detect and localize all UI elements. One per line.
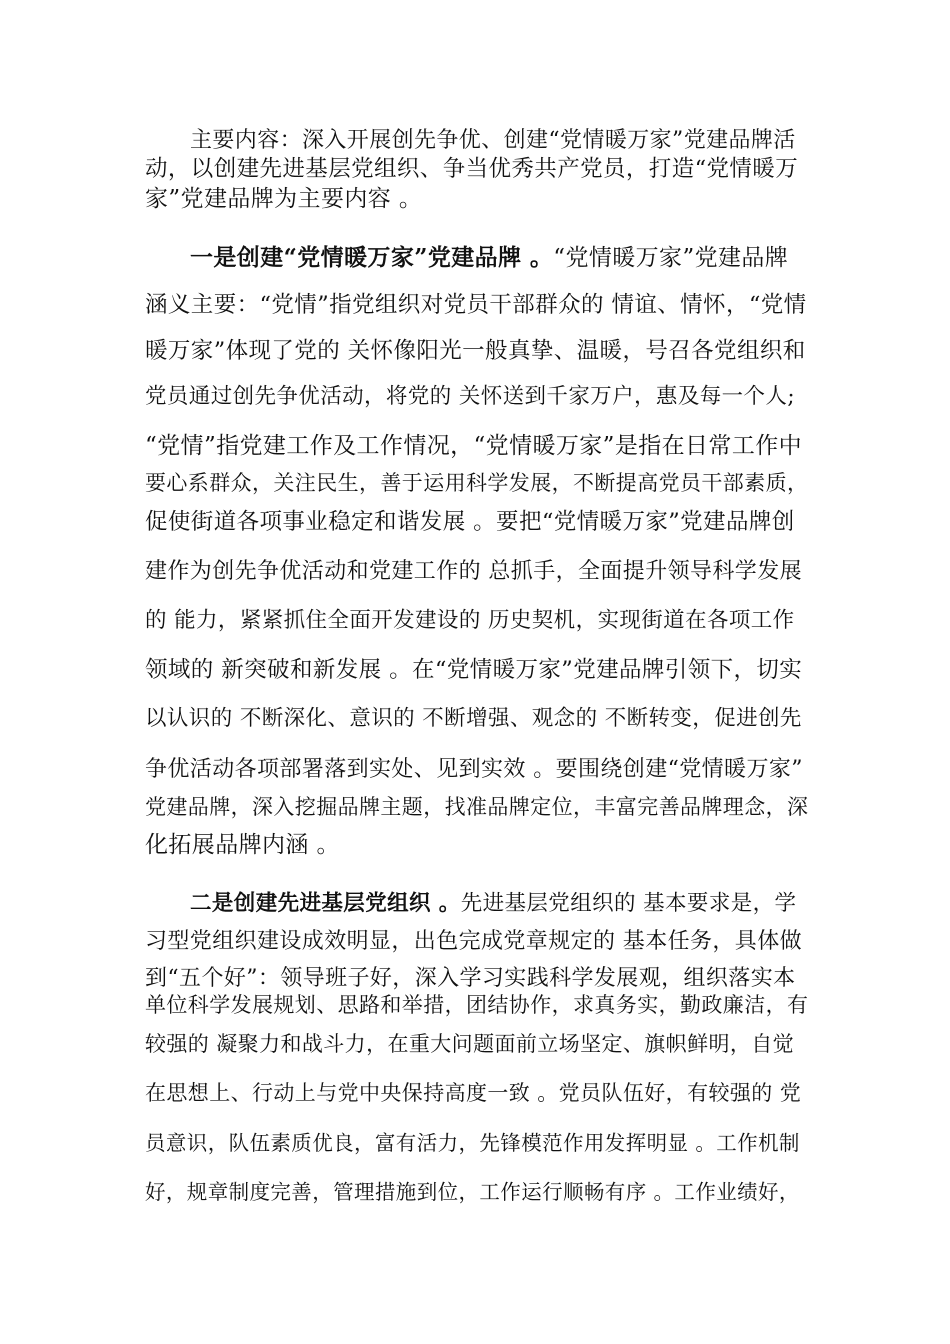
text-line: 党建品牌，深入挖掘品牌主题，找准品牌定位，丰富完善品牌理念，深 <box>145 795 809 819</box>
text-line <box>190 243 788 273</box>
text-line: 员意识，队伍素质优良，富有活力，先锋模范作用发挥明显 。工作机制 <box>145 1131 800 1155</box>
text-line: 习型党组织建设成效明显，出色完成党章规定的 基本任务，具体做 <box>145 929 802 954</box>
text-line: 较强的 凝聚力和战斗力，在重大问题面前立场坚定、旗帜鲜明，自觉 <box>145 1032 795 1056</box>
text-line: 家”党建品牌为主要内容 。 <box>145 186 423 212</box>
text-line: 建作为创先争优活动和党建工作的 总抓手，全面提升领导科学发展 <box>145 559 802 584</box>
text-line: 单位科学发展规划、思路和举措，团结协作，求真务实，勤政廉洁，有 <box>145 993 809 1017</box>
text-line: “党情”指党建工作及工作情况，“党情暖万家”是指在日常工作中 <box>145 433 803 459</box>
text-span: “党情暖万家”党建品牌 <box>553 245 789 271</box>
text-line <box>190 889 796 919</box>
text-line: 暖万家”体现了党的 关怀像阳光一般真挚、温暖，号召各党组织和 <box>145 338 806 364</box>
text-line: 党员通过创先争优活动，将党的 关怀送到千家万户，惠及每一个人; <box>145 384 795 409</box>
section-heading: 一是创建“党情暖万家”党建品牌 。 <box>190 244 554 271</box>
text-line: 争优活动各项部署落到实处、见到实效 。要围绕创建“党情暖万家” <box>145 757 803 782</box>
text-line: 好，规章制度完善，管理措施到位，工作运行顺畅有序 。工作业绩好， <box>145 1180 800 1204</box>
text-line: 在思想上、行动上与党中央保持高度一致 。党员队伍好，有较强的 党 <box>145 1081 802 1105</box>
text-line: 化拓展品牌内涵 。 <box>145 832 340 858</box>
text-line: 促使街道各项事业稳定和谐发展 。要把“党情暖万家”党建品牌创 <box>145 509 795 535</box>
section-heading: 二是创建先进基层党组织 。 <box>190 891 461 916</box>
text-line: 动，以创建先进基层党组织、争当优秀共产党员，打造“党情暖万 <box>145 156 799 182</box>
text-line: 到“五个好”：领导班子好，深入学习实践科学发展观，组织落实本 <box>145 966 796 991</box>
text-span: 先进基层党组织的 基本要求是，学 <box>460 891 797 916</box>
text-line: 主要内容：深入开展创先争优、创建“党情暖万家”党建品牌活 <box>190 128 796 153</box>
text-line: 领域的 新突破和新发展 。在“党情暖万家”党建品牌引领下，切实 <box>145 657 803 683</box>
text-line: 涵义主要：“党情”指党组织对党员干部群众的 情谊、情怀，“党情 <box>145 292 807 318</box>
text-line: 要心系群众，关注民生，善于运用科学发展，不断提高党员干部素质， <box>145 471 809 495</box>
text-line: 以认识的 不断深化、意识的 不断增强、观念的 不断转变，促进创先 <box>145 706 802 731</box>
text-line: 的 能力，紧紧抓住全面开发建设的 历史契机，实现街道在各项工作 <box>145 608 795 633</box>
